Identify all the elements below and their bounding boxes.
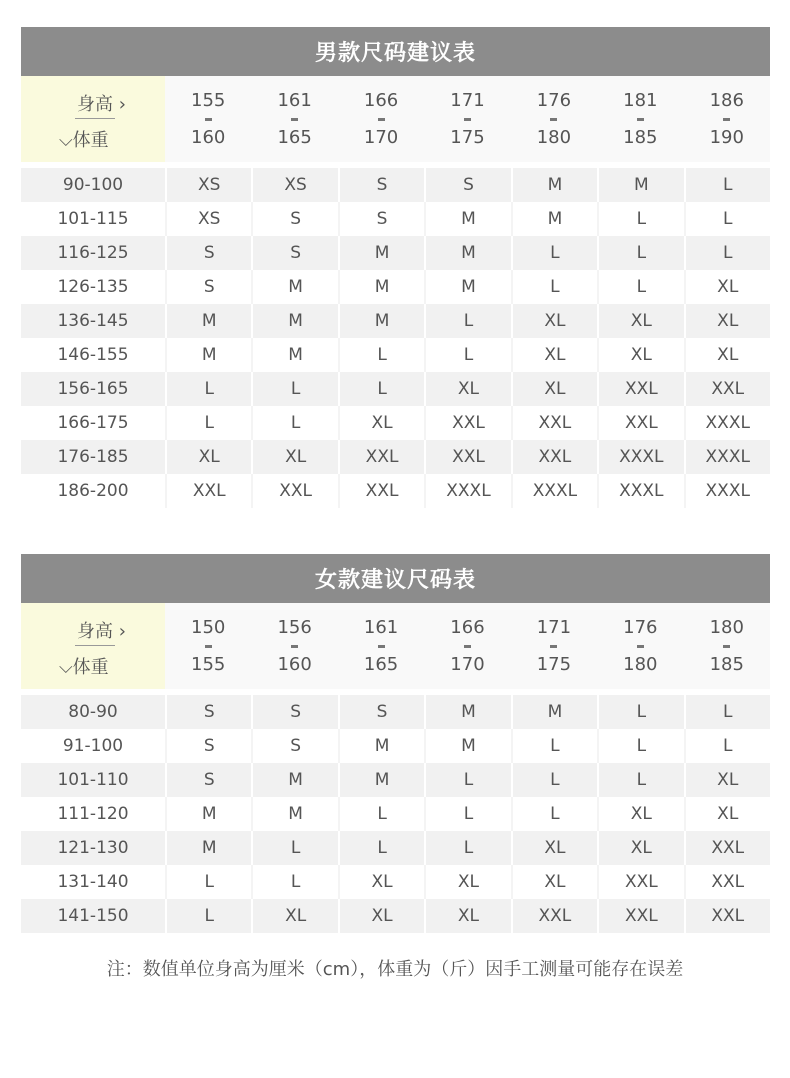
size-cell: L [424,338,510,372]
height-max: 180 [536,126,572,148]
size-cell: L [338,338,424,372]
size-cell: XL [684,270,770,304]
size-cell: L [165,406,251,440]
range-dash [464,118,471,121]
size-cell: L [511,797,597,831]
size-cell: M [424,729,510,763]
size-cell: XXL [597,865,683,899]
size-cell: XL [684,797,770,831]
size-cell: S [165,763,251,797]
weight-range-cell: 136-145 [57,311,129,331]
height-min: 176 [623,616,658,638]
size-cell: XXL [684,899,770,933]
height-range-header [684,76,770,162]
size-cell: XL [424,865,510,899]
women-rows [21,695,770,933]
table-row [21,338,770,372]
women-header-row [21,603,770,689]
size-cell: L [165,865,251,899]
size-cell: L [165,372,251,406]
table-row [21,270,770,304]
size-cell: XXL [424,406,510,440]
size-cell: L [424,763,510,797]
weight-range-cell: 156-165 [57,379,129,399]
size-cell: L [684,202,770,236]
size-cell: S [251,202,337,236]
height-max: 180 [623,653,658,675]
size-cell: M [424,695,510,729]
height-min: 161 [277,89,312,111]
height-min: 156 [277,616,312,638]
height-min: 176 [536,89,572,111]
size-cell: XXL [684,831,770,865]
weight-range-cell: 166-175 [57,413,129,433]
range-dash [723,645,730,648]
size-cell: L [424,797,510,831]
weight-range-cell: 121-130 [57,838,129,858]
size-cell: L [251,372,337,406]
table-row [21,304,770,338]
range-dash [723,118,730,121]
size-cell: L [338,797,424,831]
size-cell: M [165,338,251,372]
size-cell: M [251,270,337,304]
size-cell: XS [251,168,337,202]
weight-axis-label: ⌵体重 [59,657,109,678]
height-axis-label: 身高 › [77,621,126,642]
size-cell: XXXL [684,474,770,508]
height-max: 160 [191,126,226,148]
size-cell: XXXL [597,474,683,508]
men-header-row [21,76,770,162]
size-cell: XXL [338,474,424,508]
weight-range-cell: 176-185 [57,447,129,467]
size-cell: XL [511,372,597,406]
size-cell: L [684,729,770,763]
size-cell: M [424,236,510,270]
weight-range-cell: 131-140 [57,872,129,892]
size-cell: XL [684,338,770,372]
women-size-table [21,554,770,933]
size-cell: M [424,202,510,236]
men-size-table [21,27,770,508]
height-max: 170 [363,126,399,148]
size-cell: XL [597,831,683,865]
size-cell: L [338,372,424,406]
size-cell: XS [165,168,251,202]
weight-range-cell: 91-100 [62,736,124,756]
size-cell: M [511,168,597,202]
size-cell: XXL [511,440,597,474]
height-range-header [511,603,597,689]
height-min: 180 [709,616,744,638]
size-cell: L [597,236,683,270]
size-cell: XXL [424,440,510,474]
size-cell: L [251,406,337,440]
size-cell: XL [511,831,597,865]
height-max: 155 [191,653,226,675]
size-cell: XL [511,304,597,338]
size-cell: XL [251,899,337,933]
range-dash [291,118,298,121]
weight-range-cell: 101-110 [57,770,129,790]
table-row [21,763,770,797]
size-cell: XXL [511,406,597,440]
table-row [21,236,770,270]
size-cell: L [597,270,683,304]
size-cell: M [338,270,424,304]
women-table-title: 女款建议尺码表 [21,554,770,603]
women-corner-cell [21,603,165,689]
range-dash [637,645,644,648]
range-dash [378,118,385,121]
size-cell: L [511,270,597,304]
size-cell: L [251,865,337,899]
size-cell: XXL [597,372,683,406]
size-cell: XL [338,406,424,440]
weight-range-cell: 146-155 [57,345,129,365]
height-min: 166 [363,89,399,111]
size-cell: M [338,236,424,270]
corner-divider [75,645,115,646]
size-cell: XXL [597,899,683,933]
height-range-header [424,76,510,162]
size-cell: L [165,899,251,933]
size-cell: S [251,729,337,763]
height-range-header [251,603,337,689]
height-range-header [165,76,251,162]
size-cell: XL [511,338,597,372]
size-cell: S [424,168,510,202]
size-cell: XXL [684,372,770,406]
size-cell: XL [684,304,770,338]
height-max: 175 [450,126,485,148]
height-range-header [511,76,597,162]
size-cell: XXL [338,440,424,474]
table-row [21,695,770,729]
height-min: 166 [450,616,485,638]
men-table-title: 男款尺码建议表 [21,27,770,76]
size-cell: L [511,729,597,763]
height-range-header [338,603,424,689]
size-cell: S [251,695,337,729]
weight-range-cell: 80-90 [68,702,118,722]
height-max: 160 [277,653,312,675]
size-cell: M [165,304,251,338]
size-cell: L [251,831,337,865]
size-cell: M [251,338,337,372]
size-cell: XL [338,865,424,899]
height-range-header [424,603,510,689]
size-cell: L [597,763,683,797]
height-range-header [597,603,683,689]
table-row [21,474,770,508]
range-dash [291,645,298,648]
size-cell: L [597,202,683,236]
range-dash [464,645,471,648]
size-cell: XL [597,797,683,831]
size-cell: XXXL [424,474,510,508]
size-cell: XXL [251,474,337,508]
height-max: 190 [709,126,744,148]
weight-axis-label: ⌵体重 [59,130,109,151]
table-row [21,865,770,899]
height-max: 165 [363,653,399,675]
height-range-header [684,603,770,689]
size-cell: M [338,763,424,797]
size-cell: XXL [511,899,597,933]
men-corner-cell [21,76,165,162]
height-min: 171 [536,616,572,638]
size-cell: XL [597,338,683,372]
size-cell: S [165,729,251,763]
size-cell: L [424,831,510,865]
size-cell: XL [511,865,597,899]
measurement-note: 注：数值单位身高为厘米（cm），体重为（斤）因手工测量可能存在误差 [106,959,684,980]
size-cell: XXXL [684,440,770,474]
size-cell: M [251,304,337,338]
weight-range-cell: 111-120 [57,804,129,824]
range-dash [378,645,385,648]
size-cell: M [251,797,337,831]
size-cell: XL [424,899,510,933]
weight-range-cell: 186-200 [57,481,129,501]
height-min: 181 [623,89,658,111]
size-cell: M [511,695,597,729]
table-row [21,440,770,474]
height-min: 161 [363,616,399,638]
height-range-header [597,76,683,162]
size-cell: L [338,831,424,865]
size-cell: XL [165,440,251,474]
size-cell: XXXL [684,406,770,440]
height-range-header [165,603,251,689]
size-cell: XXXL [511,474,597,508]
height-min: 150 [191,616,226,638]
size-cell: XL [338,899,424,933]
size-cell: S [338,168,424,202]
size-cell: S [338,202,424,236]
size-cell: XL [424,372,510,406]
size-cell: S [165,270,251,304]
size-cell: L [424,304,510,338]
size-cell: S [251,236,337,270]
corner-divider [75,118,115,119]
table-row [21,831,770,865]
size-cell: L [511,763,597,797]
size-cell: XXL [597,406,683,440]
height-max: 175 [536,653,572,675]
weight-range-cell: 141-150 [57,906,129,926]
table-row [21,202,770,236]
height-min: 155 [191,89,226,111]
size-cell: XXL [684,865,770,899]
table-row [21,372,770,406]
height-max: 170 [450,653,485,675]
size-cell: M [597,168,683,202]
size-cell: XS [165,202,251,236]
height-range-header [338,76,424,162]
weight-range-cell: 126-135 [57,277,129,297]
height-max: 165 [277,126,312,148]
table-row [21,899,770,933]
range-dash [550,645,557,648]
weight-range-cell: 116-125 [57,243,129,263]
men-rows [21,168,770,508]
size-cell: L [684,236,770,270]
size-cell: M [511,202,597,236]
size-cell: M [338,729,424,763]
range-dash [550,118,557,121]
range-dash [205,118,212,121]
size-cell: L [511,236,597,270]
weight-range-cell: 101-115 [57,209,129,229]
height-max: 185 [709,653,744,675]
weight-range-cell: 90-100 [62,175,124,195]
height-max: 185 [623,126,658,148]
range-dash [205,645,212,648]
size-cell: S [165,236,251,270]
size-cell: XL [684,763,770,797]
size-cell: S [338,695,424,729]
size-cell: M [338,304,424,338]
height-range-header [251,76,337,162]
size-cell: M [165,797,251,831]
size-cell: M [251,763,337,797]
size-cell: L [684,168,770,202]
size-cell: M [424,270,510,304]
size-cell: L [597,729,683,763]
size-cell: L [684,695,770,729]
size-cell: L [597,695,683,729]
size-cell: XXL [165,474,251,508]
table-row [21,406,770,440]
size-cell: XL [251,440,337,474]
range-dash [637,118,644,121]
table-row [21,797,770,831]
table-row [21,729,770,763]
height-min: 186 [709,89,744,111]
height-axis-label: 身高 › [77,94,126,115]
size-cell: XXXL [597,440,683,474]
size-cell: M [165,831,251,865]
size-cell: S [165,695,251,729]
size-cell: XL [597,304,683,338]
table-row [21,168,770,202]
height-min: 171 [450,89,485,111]
